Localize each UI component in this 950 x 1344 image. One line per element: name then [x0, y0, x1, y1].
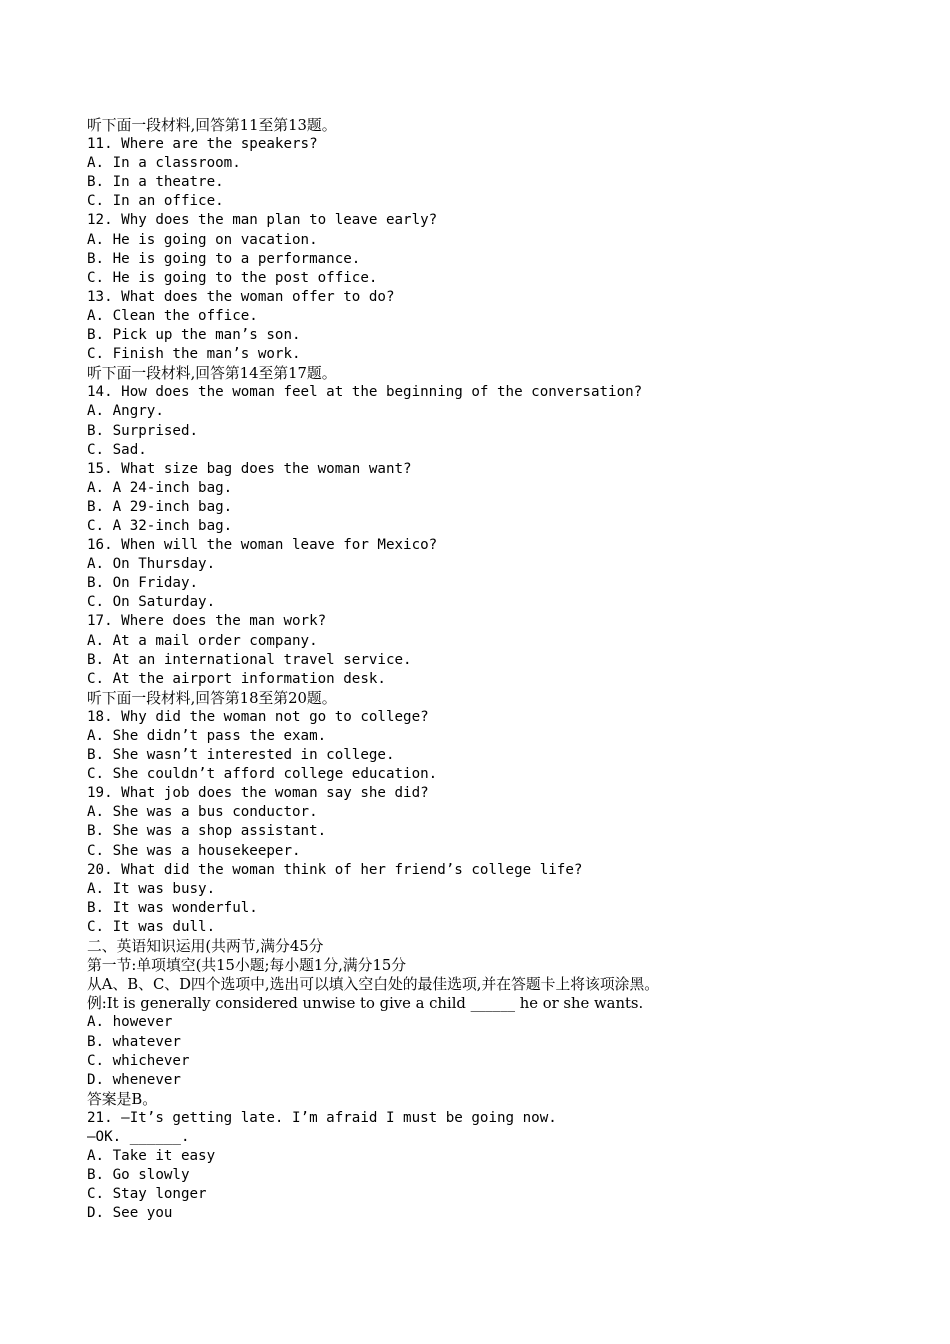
question-11: 11. Where are the speakers?: [87, 136, 318, 153]
document-body: [87, 116, 927, 1223]
option-a: A. She didn’t pass the exam.: [87, 728, 327, 744]
option-c: C. On Saturday.: [87, 594, 216, 611]
option-b: B. It was wonderful.: [87, 899, 258, 916]
part-heading: 二、英语知识运用(共两节,满分45分: [87, 938, 324, 956]
option-d: D. whenever: [87, 1071, 181, 1088]
option-a: A. It was busy.: [87, 880, 216, 897]
option-b: B. She was a shop assistant.: [87, 823, 327, 840]
option-a: A. She was a bus conductor.: [87, 804, 318, 821]
option-b: B. She wasn’t interested in college.: [87, 747, 395, 764]
option-c: C. Stay longer: [87, 1186, 207, 1203]
question-21: 21. —It’s getting late. I’m afraid I must be going now.: [87, 1109, 557, 1126]
option-c: C. In an office.: [87, 193, 224, 210]
option-b: B. Pick up the man’s son.: [87, 327, 301, 344]
option-a: A. In a classroom.: [87, 155, 241, 172]
option-a: A. Angry.: [87, 403, 164, 420]
option-b: B. In a theatre.: [87, 174, 224, 191]
instructions: 从A、B、C、D四个选项中,选出可以填入空白处的最佳选项,并在答题卡上将该项涂黑。: [87, 976, 660, 994]
example-question: 例:It is generally considered unwise to give a child ______ he or she wants.: [87, 995, 644, 1013]
example-answer: 答案是B。: [87, 1090, 158, 1108]
option-b: B. He is going to a performance.: [87, 250, 361, 267]
option-a: A. He is going on vacation.: [87, 231, 318, 248]
option-d: D. See you: [87, 1205, 173, 1222]
question-17: 17. Where does the man work?: [87, 613, 327, 630]
option-c: C. whichever: [87, 1052, 190, 1069]
option-b: B. Go slowly: [87, 1167, 190, 1184]
option-c: C. Sad.: [87, 441, 147, 458]
option-a: A. On Thursday.: [87, 556, 216, 573]
section-heading: 听下面一段材料,回答第11至第13题。: [87, 117, 337, 134]
option-b: B. A 29-inch bag.: [87, 498, 233, 515]
question-16: 16. When will the woman leave for Mexico?: [87, 537, 438, 554]
option-c: C. It was dull.: [87, 918, 216, 935]
option-a: A. A 24-inch bag.: [87, 479, 233, 496]
option-a: A. however: [87, 1014, 173, 1031]
option-c: C. She couldn’t afford college education.: [87, 766, 438, 783]
option-c: C. At the airport information desk.: [87, 670, 386, 687]
option-b: B. whatever: [87, 1033, 181, 1050]
option-b: B. Surprised.: [87, 422, 199, 439]
option-b: B. On Friday.: [87, 575, 199, 592]
option-c: C. A 32-inch bag.: [87, 517, 233, 534]
option-c: C. He is going to the post office.: [87, 269, 378, 286]
option-b: B. At an international travel service.: [87, 651, 412, 668]
section-heading: 听下面一段材料,回答第14至第17题。: [87, 365, 337, 383]
question-14: 14. How does the woman feel at the beginning of the conversation?: [87, 384, 643, 401]
option-a: A. Clean the office.: [87, 307, 258, 324]
option-a: A. Take it easy: [87, 1148, 216, 1165]
question-18: 18. Why did the woman not go to college?: [87, 708, 429, 725]
option-c: C. Finish the man’s work.: [87, 346, 301, 363]
question-12: 12. Why does the man plan to leave early?: [87, 212, 438, 229]
question-21-reply: —OK. ______.: [87, 1128, 190, 1145]
option-a: A. At a mail order company.: [87, 632, 318, 649]
question-19: 19. What job does the woman say she did?: [87, 785, 429, 802]
question-15: 15. What size bag does the woman want?: [87, 460, 412, 477]
question-13: 13. What does the woman offer to do?: [87, 288, 395, 305]
question-20: 20. What did the woman think of her friend’s college life?: [87, 861, 583, 878]
subsection-heading: 第一节:单项填空(共15小题;每小题1分,满分15分: [87, 957, 407, 975]
section-heading: 听下面一段材料,回答第18至第20题。: [87, 689, 337, 707]
option-c: C. She was a housekeeper.: [87, 842, 301, 859]
